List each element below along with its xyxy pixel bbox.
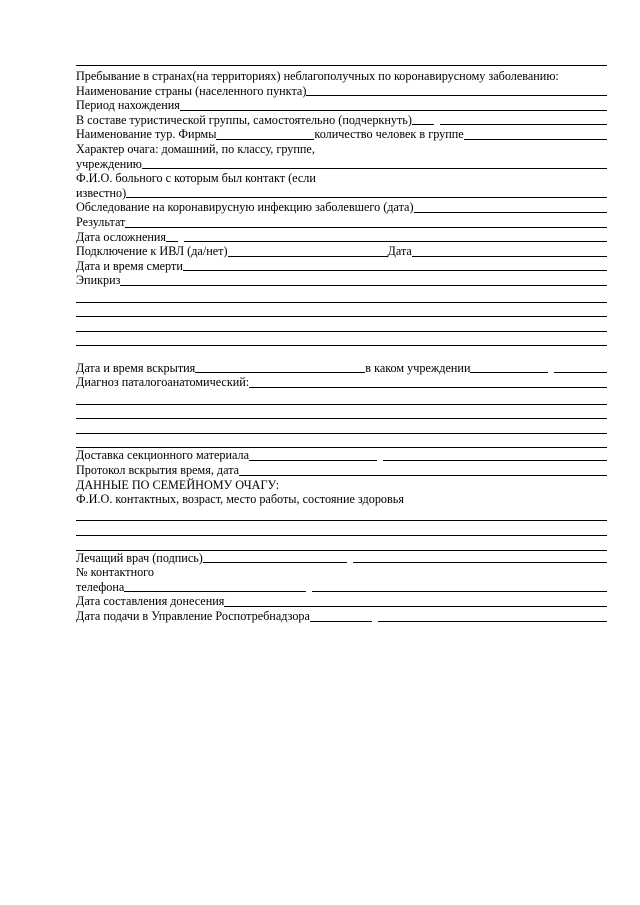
protocol-field[interactable]	[327, 475, 607, 476]
report-date-line	[76, 594, 607, 609]
epicrisis-blank-3[interactable]	[76, 317, 607, 332]
protocol-label: Протокол вскрытия время, дата	[76, 463, 240, 478]
period-label: Период нахождения	[76, 98, 180, 113]
stay-label: Пребывание в странах(на территориях) неблагополучных по коронавирусному заболеванию:	[76, 69, 559, 83]
submit-date-line	[76, 609, 607, 624]
epicrisis-line	[76, 273, 607, 288]
group-line	[76, 113, 607, 128]
diagnosis-blank-3[interactable]	[76, 419, 607, 434]
ivl-date-label: Дата	[387, 244, 412, 259]
phone-line-2	[76, 580, 607, 595]
protocol-field-short[interactable]	[239, 475, 327, 476]
form-page	[76, 69, 607, 624]
delivery-line	[76, 448, 607, 463]
epicrisis-blank-1[interactable]	[76, 288, 607, 303]
autopsy-line	[76, 361, 607, 376]
epicrisis-field[interactable]	[162, 285, 607, 286]
firm-field[interactable]	[216, 139, 314, 140]
focus-line-1	[76, 142, 607, 157]
contact-line-2	[76, 186, 607, 201]
period-field-short[interactable]	[180, 110, 190, 111]
report-date-label: Дата составления донесения	[76, 594, 225, 609]
family-heading-line	[76, 478, 607, 493]
doctor-line	[76, 551, 607, 566]
phone-line-1	[76, 565, 607, 580]
contacts-blank-3[interactable]	[76, 536, 607, 551]
contact-field[interactable]	[126, 197, 607, 198]
delivery-label: Доставка секционного материала	[76, 448, 250, 463]
firm-line	[76, 127, 607, 142]
firm-count-field-short[interactable]	[464, 139, 494, 140]
result-line	[76, 215, 607, 230]
exam-line	[76, 200, 607, 215]
complication-field[interactable]	[184, 241, 607, 242]
result-field-short[interactable]	[125, 227, 229, 228]
diagnosis-field[interactable]	[249, 387, 607, 388]
ivl-line	[76, 244, 607, 259]
autopsy-where-field[interactable]	[470, 372, 548, 373]
firm-label: Наименование тур. Фирмы	[76, 127, 217, 142]
country-line	[76, 84, 607, 99]
contacts-blank-2[interactable]	[76, 521, 607, 536]
autopsy-where-field-2[interactable]	[554, 372, 607, 373]
phone-label-1: № контактного	[76, 565, 154, 580]
delivery-field-short[interactable]	[249, 460, 377, 461]
autopsy-label: Дата и время вскрытия	[76, 360, 196, 375]
submit-date-label: Дата подачи в Управление Роспотребнадзора	[76, 608, 310, 623]
firm-count-field[interactable]	[494, 139, 607, 140]
stay-line	[76, 69, 607, 84]
diagnosis-blank-1[interactable]	[76, 390, 607, 405]
result-field[interactable]	[229, 227, 607, 228]
group-field-short[interactable]	[412, 124, 434, 125]
doctor-field-short[interactable]	[203, 562, 347, 563]
complication-field-short[interactable]	[166, 241, 178, 242]
death-label: Дата и время смерти	[76, 258, 183, 273]
epicrisis-label: Эпикриз	[76, 273, 121, 288]
autopsy-where-label: в каком учреждении	[365, 360, 471, 375]
firm-count-label: количество человек в группе	[314, 127, 464, 142]
period-line	[76, 98, 607, 113]
contact-line-1	[76, 171, 607, 186]
delivery-field[interactable]	[383, 460, 607, 461]
group-field[interactable]	[440, 124, 607, 125]
protocol-line	[76, 463, 607, 478]
ivl-date-field[interactable]	[412, 256, 607, 257]
result-label: Результат	[76, 214, 126, 229]
exam-field[interactable]	[414, 212, 607, 213]
report-date-field-short[interactable]	[224, 606, 278, 607]
contacts-label: Ф.И.О. контактных, возраст, место работы, состояние здоровья	[76, 492, 404, 507]
phone-field[interactable]	[312, 591, 607, 592]
death-field[interactable]	[183, 270, 607, 271]
focus-field[interactable]	[142, 168, 607, 169]
diagnosis-blank-4[interactable]	[76, 434, 607, 449]
death-line	[76, 259, 607, 274]
family-heading: ДАННЫЕ ПО СЕМЕЙНОМУ ОЧАГУ:	[76, 477, 280, 492]
doctor-label: Лечащий врач (подпись)	[76, 550, 203, 565]
doctor-field[interactable]	[353, 562, 607, 563]
diagnosis-blank-2[interactable]	[76, 405, 607, 420]
contacts-blank-1[interactable]	[76, 507, 607, 522]
phone-field-short[interactable]	[124, 591, 306, 592]
diagnosis-line	[76, 375, 607, 390]
top-rule	[76, 65, 607, 66]
focus-label-1: Характер очага: домашний, по классу, группе,	[76, 141, 315, 156]
complication-label: Дата осложнения	[76, 229, 167, 244]
submit-date-field[interactable]	[378, 621, 607, 622]
epicrisis-blank-2[interactable]	[76, 303, 607, 318]
epicrisis-blank-4[interactable]	[76, 332, 607, 347]
contacts-line	[76, 492, 607, 507]
ivl-label: Подключение к ИВЛ (да/нет)	[76, 244, 228, 259]
focus-label-2: учреждению	[76, 156, 142, 171]
country-label: Наименование страны (населенного пункта)	[76, 83, 307, 98]
contact-label-2: известно)	[76, 185, 127, 200]
group-label: В составе туристической группы, самостоятельно (подчеркнуть)	[76, 112, 412, 127]
autopsy-field[interactable]	[195, 372, 365, 373]
phone-label-2: телефона	[76, 579, 125, 594]
country-field[interactable]	[306, 95, 607, 96]
submit-date-field-short[interactable]	[310, 621, 372, 622]
complication-line	[76, 230, 607, 245]
period-field[interactable]	[190, 110, 607, 111]
focus-line-2	[76, 157, 607, 172]
report-date-field[interactable]	[278, 606, 607, 607]
contact-label-1: Ф.И.О. больного с которым был контакт (если	[76, 171, 316, 186]
exam-label: Обследование на коронавирусную инфекцию заболевшего (дата)	[76, 200, 414, 215]
epicrisis-field-short[interactable]	[120, 285, 162, 286]
diagnosis-label: Диагноз паталогоанатомический:	[76, 375, 250, 390]
ivl-field[interactable]	[228, 256, 388, 257]
